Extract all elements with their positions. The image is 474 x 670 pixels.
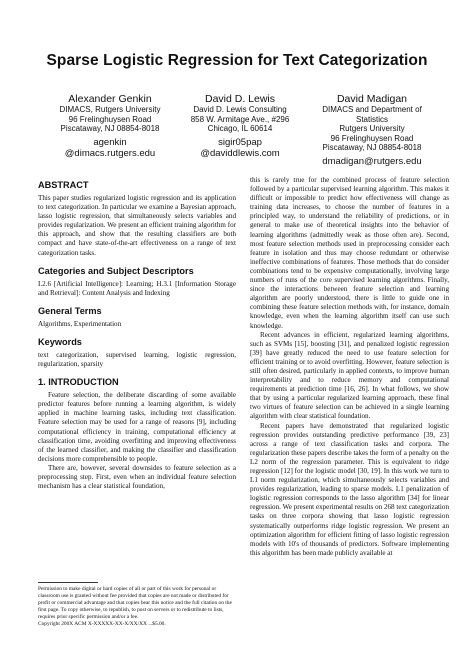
author-email[interactable]: [170, 137, 310, 159]
intro-paragraph: Feature selection, the deliberate discarding of some available predictor features before running a learning algorithm, is widely applied in machine learning tasks, including text classification. Feature selection may be used for a range of reasons [9], including computational efficiency in training, computational efficiency at classification time, avoiding overfitting and improving effectiveness of the learned classifier, and making the classifier and classification decisions more comprehensible to people.: [38, 391, 236, 463]
author-affiliation-line: DIMACS, Rutgers University: [59, 105, 161, 114]
introduction-heading: 1. INTRODUCTION: [38, 377, 119, 388]
general-terms-text: Algorithms, Experimentation: [38, 319, 122, 328]
author-affiliation-line: Piscataway, NJ 08854-8018: [322, 143, 422, 152]
author-affiliation-line: Piscataway, NJ 08854-8018: [60, 124, 160, 133]
author-name: Alexander Genkin: [68, 93, 152, 105]
paper-title: Sparse Logistic Regression for Text Categorization: [46, 52, 428, 69]
body-paragraph: Recent papers have demonstrated that regularized logistic regression provides outstanding predictive performance [39, 23] across a range of text classification tasks and corpora. The regularization these papers describe takes the form of a penalty on the L2 norm of the regression parameter. This is equivalent to ridge regression [12] for the logistic model [30, 19]. In this work we turn to L1 norm regularization, which simultaneously selects variables and provides regularization, leading to sparse models. L1 penalization of logistic regression corresponds to the lasso algorithm [34] for linear regression. We present experimental results on 268 text categorization tasks on three corpora showing that lasso logistic regression systematically outperforms ridge logistic regression. We present an optimization algorithm for efficient fitting of lasso logistic regression models with 10's of thousands of predictors. Software implementing this algorithm has been made publicly available at: [250, 421, 449, 557]
author-affiliation-line: 96 Frelinghuysen Road: [68, 114, 152, 124]
author-block: [40, 93, 440, 173]
body-paragraph: Recent advances in efficient, regularized learning algorithms, such as SVMs [15], boosting [31], and penalized logistic regression [39] have greatly reduced the need to use feature selection for efficient training or to avoid overfitting. However, feature selection is still often desired, particularly in applied contexts, to improve human interpretability and to reduce memory and computational requirements at prediction time [16, 26]. In what follows, we show that by using a particular regularized learning approach, these final two virtues of feature selection can be achieved in a single learning algorithm with clear statistical foundation.: [250, 330, 449, 421]
author-affiliation-line: Rutgers University: [339, 124, 405, 133]
author-email-part: sigir05pap: [218, 136, 262, 148]
abstract-heading: ABSTRACT: [38, 180, 89, 190]
abstract-text: This paper studies regularized logistic regression and its application to text categorization. In particular we examine a Bayesian approach, lasso logistic regression, that simultaneously selects variables and provides regularization. We present an efficient training algorithm for this approach, and show that the resulting classifiers are both compact and have state-of-the-art effectiveness on a range of text categorization tasks.: [38, 194, 236, 257]
categories-heading: Categories and Subject Descriptors: [38, 265, 194, 276]
author-email[interactable]: [40, 137, 180, 159]
author-email-part: @dimacs.rutgers.edu: [64, 147, 156, 159]
general-terms-heading: General Terms: [38, 305, 102, 316]
author-affiliation-line: 96 Frelinghuysen Road: [330, 133, 414, 143]
author-affiliation-line: Chicago, IL 60614: [207, 124, 273, 133]
author-email[interactable]: [302, 156, 442, 167]
author-affiliation-line: 858 W. Armitage Ave., #296: [190, 114, 290, 124]
author-3: [302, 93, 442, 167]
copyright-text: Copyright 200X ACM X-XXXXX-XX-X/XX/XX ...$5.00.: [38, 620, 166, 627]
right-column: [250, 176, 449, 558]
author-2: [170, 93, 310, 159]
footnote-rule: [38, 582, 98, 583]
author-name: David D. Lewis: [204, 93, 276, 105]
author-affiliation-line: Statistics: [355, 114, 388, 124]
permission-text: Permission to make digital or hard copies of all or part of this work for personal or classroom use is granted without fee provided that copies are not made or distributed for profit or commercial advantage and that copies bear this notice and the full citation on the first page. To copy otherwise, to republish, to post on servers or to redistribute to lists, requires prior specific permission and/or a fee.: [38, 586, 232, 620]
author-affiliation-line: David D. Lewis Consulting: [193, 105, 287, 114]
permission-footnote: [38, 586, 236, 627]
author-name: David Madigan: [336, 93, 408, 105]
author-email-part: dmadigan@rutgers.edu: [322, 155, 422, 167]
categories-text: I.2.6 [Artificial Intelligence]: Learning; H.3.1 [Information Storage and Retrieval]: Content Analysis and Indexing: [38, 279, 236, 297]
author-email-part: agenkin: [93, 136, 127, 148]
intro-paragraph: There are, however, several downsides to feature selection as a preprocessing step. First, even when an individual feature selection mechanism has a clear statistical foundation,: [38, 463, 236, 491]
keywords-text: text categorization, supervised learning, logistic regression, regularization, sparsity: [38, 350, 236, 369]
author-email-part: @daviddlewis.com: [200, 147, 280, 159]
left-column: [38, 180, 236, 491]
keywords-heading: Keywords: [38, 336, 82, 347]
author-affiliation-line: DIMACS and Department of: [322, 105, 422, 114]
body-paragraph: this is rarely true for the combined process of feature selection followed by a particular supervised learning algorithm. This makes it difficult or impossible to predict how effectiveness will change as training data increases, to choose the number of features in a principled way, to understand the reliability of predictions, or in general to make use of theoretical insights into the behavior of learning algorithms (admittedly weak as those often are). Second, most feature selection methods used in preprocessing consider each feature in isolation and thus may choose redundant or otherwise ineffective combinations of features. Those methods that do consider combinations tend to be expensive computationally, involving large numbers of runs of the core supervised learning algorithms. Finally, since the interactions between feature selection and learning algorithm are poorly understood, there is little to guide one in combining these feature selection methods with, for instance, domain knowledge, even when the learning algorithm itself can use such knowledge.: [250, 176, 449, 330]
author-1: [40, 93, 180, 159]
